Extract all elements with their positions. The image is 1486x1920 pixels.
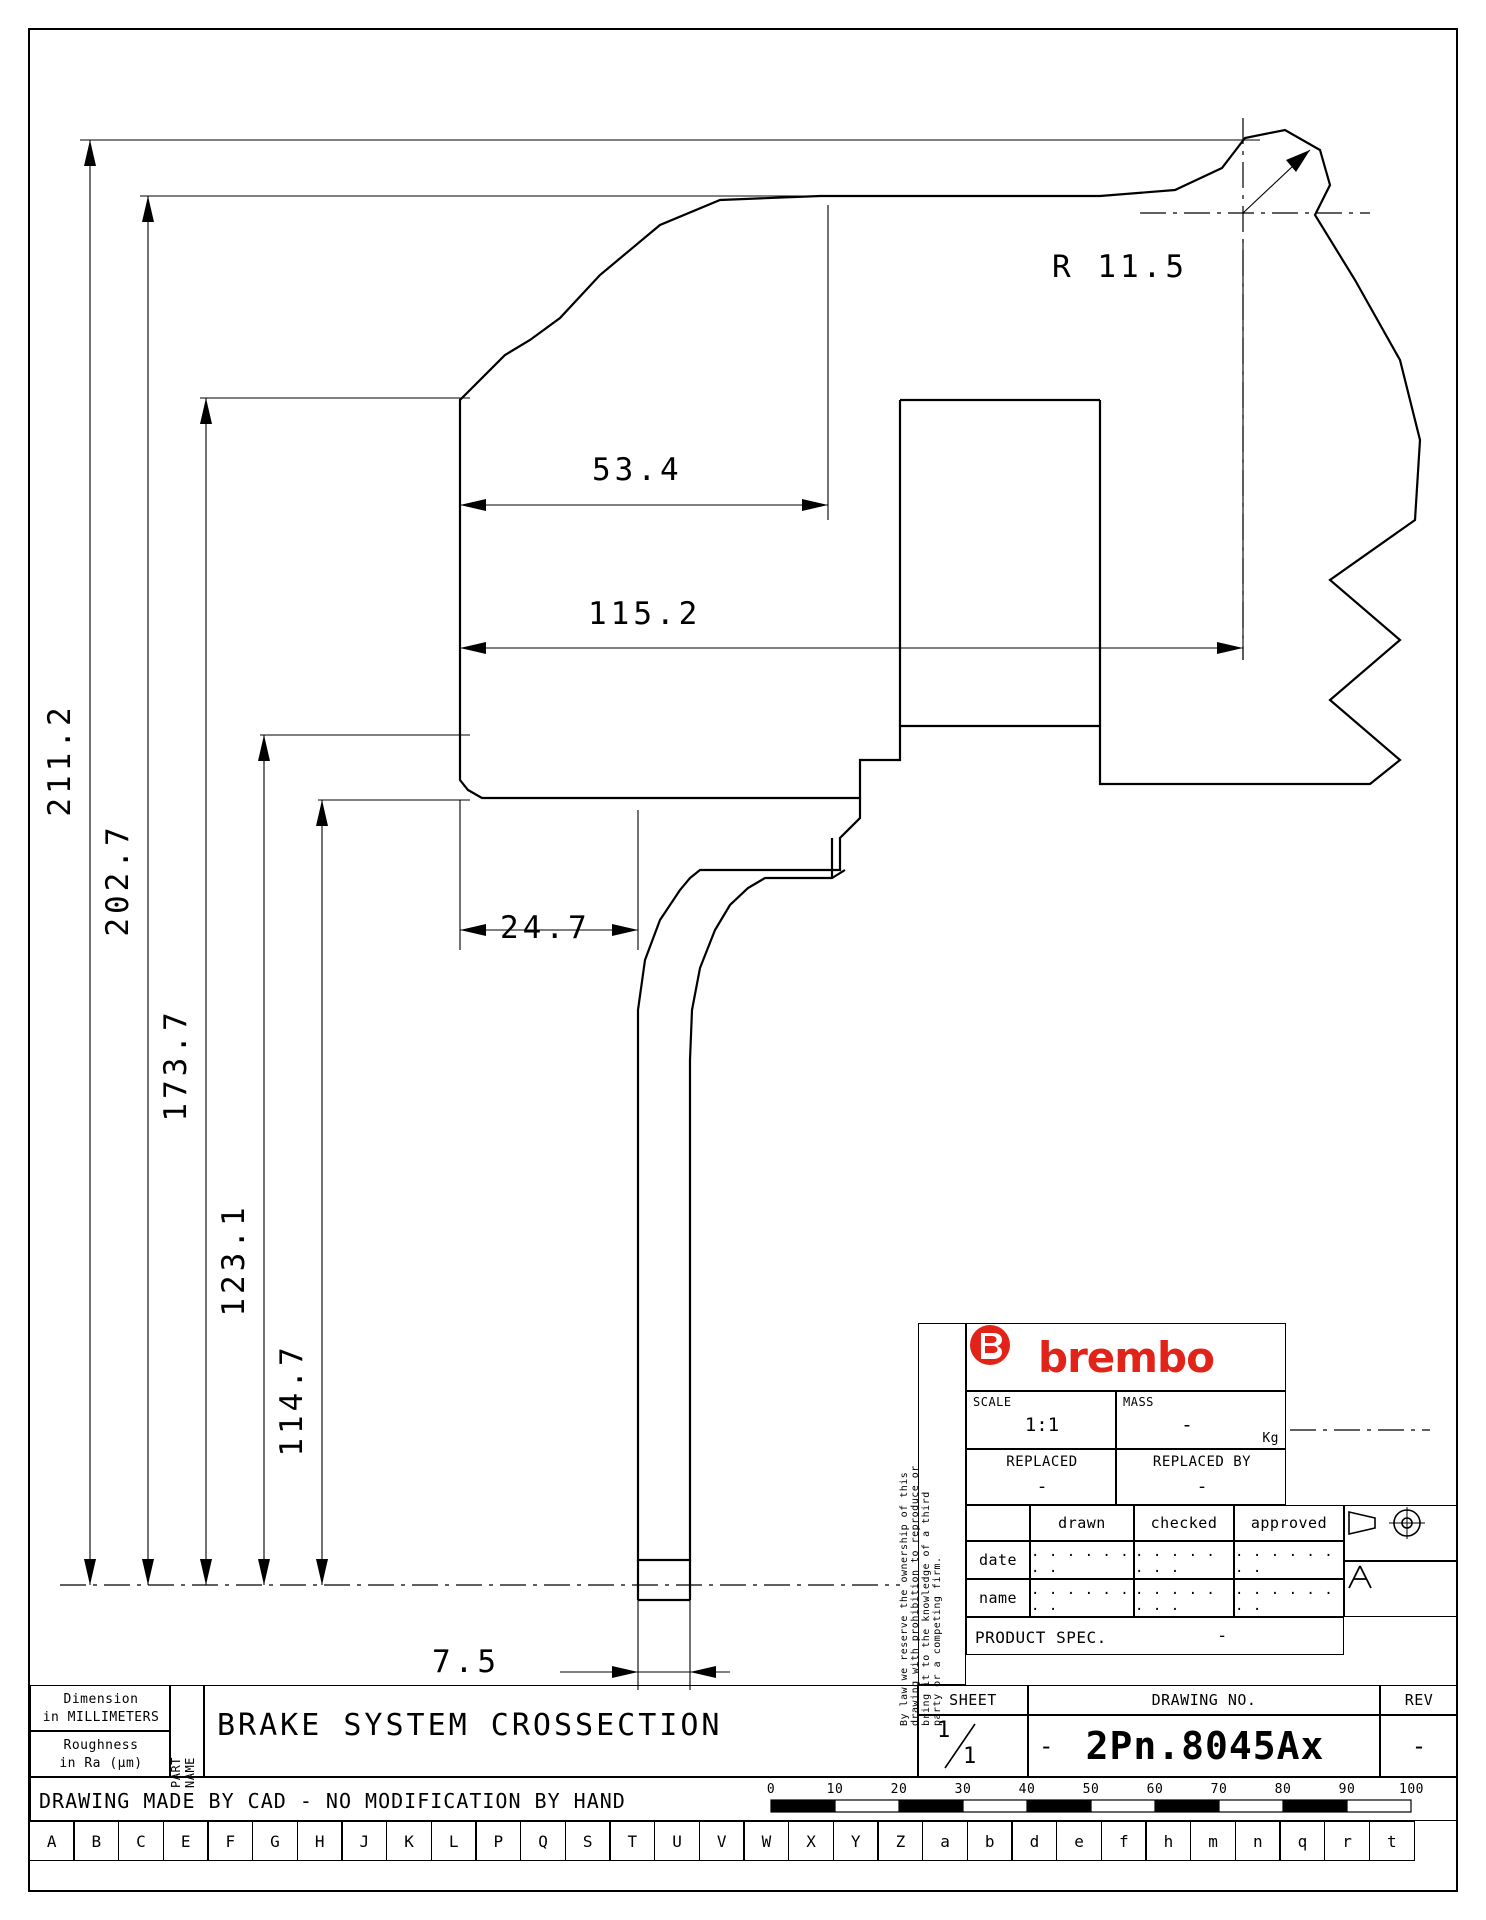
zone-cell: L — [431, 1821, 477, 1861]
zone-cell: U — [654, 1821, 700, 1861]
drawing-number: 2Pn.8045Ax — [1085, 1724, 1325, 1768]
zone-cell: m — [1190, 1821, 1236, 1861]
copyright-line-2: drawing with prohibition to reproduce or — [910, 1465, 921, 1726]
copyright-line-4: party or a competing firm. — [932, 1556, 943, 1726]
replaced-label: REPLACED — [1006, 1454, 1078, 1470]
signature-blank-cell — [966, 1505, 1030, 1541]
scale-tick-label: 50 — [1082, 1782, 1100, 1797]
zone-cell: X — [788, 1821, 834, 1861]
name-label: name — [966, 1579, 1030, 1617]
dimension-radius-11-5: R 11.5 — [1052, 249, 1188, 285]
zone-cell: W — [743, 1821, 789, 1861]
zone-cell: t — [1369, 1821, 1415, 1861]
mass-value: - — [1181, 1414, 1193, 1436]
scale-value: 1:1 — [1024, 1414, 1060, 1436]
cad-note: DRAWING MADE BY CAD - NO MODIFICATION BY HAND — [39, 1789, 626, 1813]
replaced-cell — [966, 1449, 1116, 1505]
dimension-115-2: 115.2 — [588, 596, 702, 632]
zone-cell: A — [29, 1821, 75, 1861]
scale-tick-label: 90 — [1338, 1782, 1356, 1797]
zone-cell: q — [1279, 1821, 1325, 1861]
approved-header: approved — [1234, 1505, 1344, 1541]
zone-cell: e — [1056, 1821, 1102, 1861]
scale-tick-label: 40 — [1018, 1782, 1036, 1797]
part-name-label-cell — [169, 1685, 204, 1788]
date-approved-field[interactable]: . . . . . . . . — [1234, 1541, 1344, 1579]
name-checked-field[interactable]: . . . . . . . . — [1134, 1579, 1234, 1617]
scale-tick-labels — [731, 1778, 1451, 1800]
sheet-header: SHEET — [918, 1685, 1028, 1715]
zone-cell: T — [609, 1821, 655, 1861]
scale-label: SCALE — [973, 1395, 1012, 1409]
brembo-logo-icon — [967, 1324, 1013, 1366]
zone-cell: d — [1011, 1821, 1057, 1861]
zone-cell: P — [475, 1821, 521, 1861]
rev-header: REV — [1380, 1685, 1458, 1715]
part-title-cell — [204, 1685, 918, 1777]
zone-cell: h — [1145, 1821, 1191, 1861]
product-spec-cell — [966, 1617, 1344, 1655]
copyright-line-3: bring it to the knowledge of a third — [921, 1491, 932, 1726]
cad-note-row — [30, 1777, 1458, 1821]
roughness-note-line-2: in Ra (µm) — [59, 1756, 143, 1771]
mass-label: MASS — [1123, 1395, 1154, 1409]
mass-unit: Kg — [1262, 1431, 1279, 1446]
dimension-note-cell — [30, 1685, 170, 1731]
brembo-wordmark: brembo — [1038, 1332, 1214, 1382]
drawing-no-header: DRAWING NO. — [1028, 1685, 1380, 1715]
dimension-24-7: 24.7 — [500, 910, 591, 946]
zone-cell: r — [1324, 1821, 1370, 1861]
dimension-note-line-2: in MILLIMETERS — [42, 1710, 160, 1725]
replaced-by-label: REPLACED BY — [1152, 1454, 1252, 1470]
product-spec-value: - — [1217, 1626, 1228, 1646]
first-angle-projection-icon — [1345, 1506, 1431, 1540]
dimension-123-1: 123.1 — [216, 1203, 252, 1317]
sheet-denominator: 1 — [963, 1744, 977, 1769]
sheet-fraction-slash — [919, 1716, 1029, 1778]
zone-cell: E — [163, 1821, 209, 1861]
sheet-value-cell — [918, 1715, 1028, 1777]
sheet-numerator: 1 — [937, 1718, 951, 1743]
zone-cell: Y — [833, 1821, 879, 1861]
mass-cell — [1116, 1391, 1286, 1449]
drawing-no-cell — [1028, 1715, 1380, 1777]
copyright-block — [899, 1323, 966, 1726]
replaced-value: - — [1036, 1476, 1048, 1497]
zone-cell: K — [386, 1821, 432, 1861]
name-label-vertical: NAME — [183, 1757, 197, 1788]
surface-finish-icon — [1345, 1562, 1375, 1592]
scale-tick-label: 20 — [890, 1782, 908, 1797]
scale-tick-label: 30 — [954, 1782, 972, 1797]
dimension-211-2: 211.2 — [42, 703, 78, 817]
scale-tick-label: 80 — [1274, 1782, 1292, 1797]
drawing-no-prefix: - — [1039, 1732, 1054, 1760]
brembo-logo-cell — [966, 1323, 1286, 1391]
scale-cell — [966, 1391, 1116, 1449]
zone-cell: F — [207, 1821, 253, 1861]
scale-tick-label: 60 — [1146, 1782, 1164, 1797]
scale-tick-label: 0 — [766, 1782, 776, 1797]
dimension-7-5: 7.5 — [432, 1644, 500, 1680]
zone-cell: V — [699, 1821, 745, 1861]
zone-cell: G — [252, 1821, 298, 1861]
surface-symbol-cell — [1344, 1561, 1458, 1617]
projection-symbol-cell — [1344, 1505, 1458, 1561]
date-label: date — [966, 1541, 1030, 1579]
replaced-by-value: - — [1196, 1476, 1208, 1497]
replaced-by-cell — [1116, 1449, 1286, 1505]
product-spec-label: PRODUCT SPEC. — [975, 1628, 1107, 1647]
zone-letter-bar — [30, 1821, 1458, 1861]
dimension-note-line-1: Dimension — [63, 1692, 139, 1707]
part-title: BRAKE SYSTEM CROSSECTION — [217, 1708, 723, 1743]
roughness-note-cell — [30, 1731, 170, 1777]
zone-cell: Z — [877, 1821, 923, 1861]
rev-cell: - — [1380, 1715, 1458, 1777]
dimension-114-7: 114.7 — [274, 1343, 310, 1457]
zone-cell: C — [118, 1821, 164, 1861]
zone-cell: S — [565, 1821, 611, 1861]
roughness-note-line-1: Roughness — [63, 1738, 139, 1753]
zone-cell: n — [1235, 1821, 1281, 1861]
drawn-header: drawn — [1030, 1505, 1134, 1541]
zone-cell: Q — [520, 1821, 566, 1861]
checked-header: checked — [1134, 1505, 1234, 1541]
copyright-line-1: By law we reserve the ownership of this — [899, 1471, 910, 1726]
name-approved-field[interactable]: . . . . . . . . — [1234, 1579, 1344, 1617]
zone-cell: J — [341, 1821, 387, 1861]
date-checked-field[interactable]: . . . . . . . . — [1134, 1541, 1234, 1579]
date-drawn-field[interactable]: . . . . . . . . — [1030, 1541, 1134, 1579]
scale-tick-label: 70 — [1210, 1782, 1228, 1797]
zone-cell: H — [297, 1821, 343, 1861]
zone-cell: a — [922, 1821, 968, 1861]
scale-tick-label: 10 — [826, 1782, 844, 1797]
scale-tick-label: 100 — [1399, 1782, 1424, 1797]
zone-cell: f — [1101, 1821, 1147, 1861]
zone-cell: B — [73, 1821, 119, 1861]
part-label: PART — [169, 1757, 183, 1788]
dimension-202-7: 202.7 — [100, 823, 136, 937]
name-drawn-field[interactable]: . . . . . . . . — [1030, 1579, 1134, 1617]
zone-cell: b — [967, 1821, 1013, 1861]
dimension-53-4: 53.4 — [592, 452, 683, 488]
dimension-173-7: 173.7 — [158, 1008, 194, 1122]
